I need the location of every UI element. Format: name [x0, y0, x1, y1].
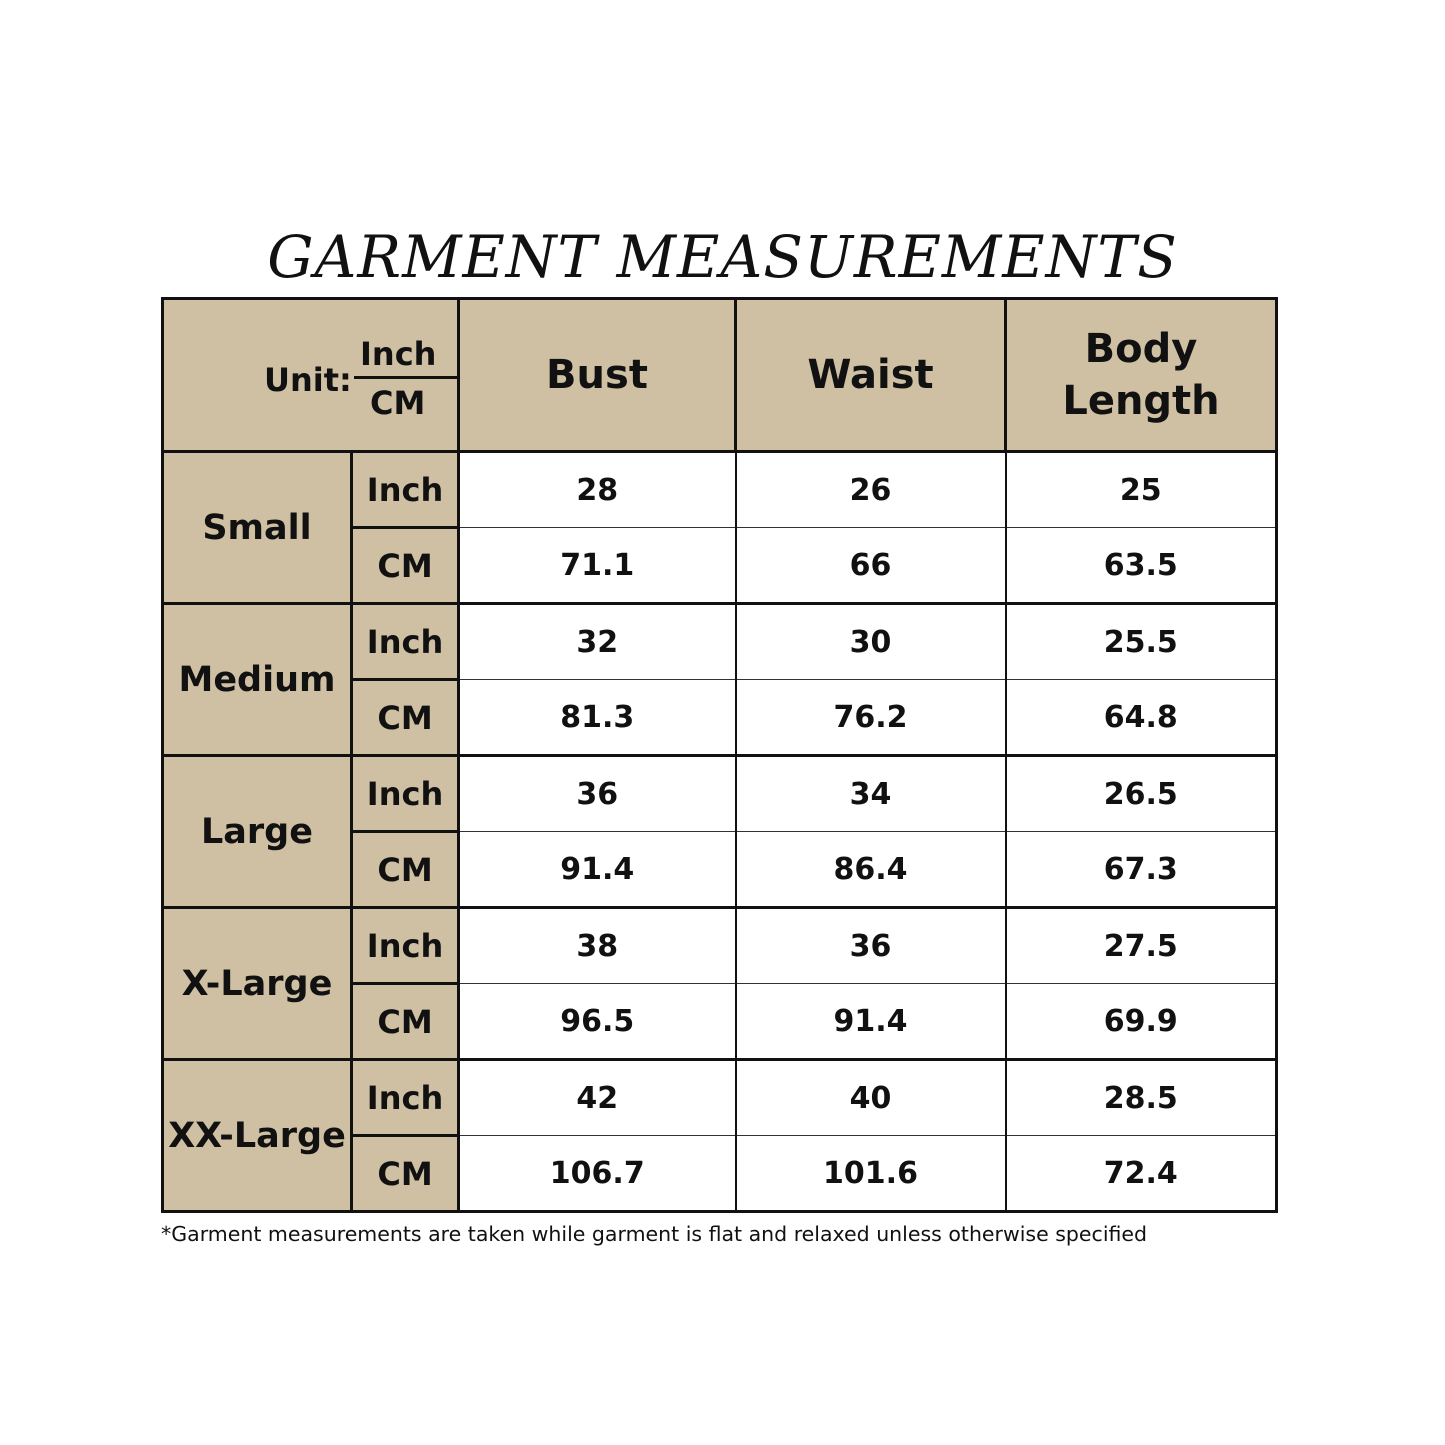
size-label: X-Large [163, 908, 352, 1060]
value-inch-waist: 30 [736, 604, 1006, 680]
unit-inch-cell: Inch [352, 756, 459, 832]
value-inch-bust: 32 [459, 604, 736, 680]
unit-cm-label: CM [370, 384, 426, 422]
size-label: Small [163, 452, 352, 604]
value-cm-body-length: 72.4 [1006, 1136, 1277, 1212]
size-label: XX-Large [163, 1060, 352, 1212]
value-inch-waist: 26 [736, 452, 1006, 528]
value-inch-bust: 38 [459, 908, 736, 984]
table-body [163, 452, 1277, 1212]
table-row [163, 452, 1277, 528]
unit-inch-cell: Inch [352, 604, 459, 680]
unit-inch-label: Inch [360, 335, 437, 373]
size-label: Medium [163, 604, 352, 756]
unit-inch-cell: Inch [352, 908, 459, 984]
value-inch-waist: 34 [736, 756, 1006, 832]
value-inch-waist: 36 [736, 908, 1006, 984]
value-inch-body-length: 25.5 [1006, 604, 1277, 680]
unit-divider [354, 376, 459, 379]
value-inch-bust: 42 [459, 1060, 736, 1136]
unit-label: Unit: [264, 361, 352, 399]
value-cm-bust: 81.3 [459, 680, 736, 756]
value-inch-bust: 28 [459, 452, 736, 528]
column-header-bust: Bust [459, 299, 736, 452]
value-inch-bust: 36 [459, 756, 736, 832]
value-inch-waist: 40 [736, 1060, 1006, 1136]
value-cm-waist: 66 [736, 528, 1006, 604]
value-cm-waist: 76.2 [736, 680, 1006, 756]
value-cm-body-length: 69.9 [1006, 984, 1277, 1060]
value-cm-body-length: 64.8 [1006, 680, 1277, 756]
value-cm-bust: 71.1 [459, 528, 736, 604]
value-cm-bust: 91.4 [459, 832, 736, 908]
value-cm-body-length: 63.5 [1006, 528, 1277, 604]
value-inch-body-length: 28.5 [1006, 1060, 1277, 1136]
table-header-row [163, 299, 1277, 452]
unit-header-cell [163, 299, 459, 452]
unit-inch-cell: Inch [352, 1060, 459, 1136]
value-inch-body-length: 26.5 [1006, 756, 1277, 832]
value-cm-body-length: 67.3 [1006, 832, 1277, 908]
footnote: *Garment measurements are taken while garment is flat and relaxed unless otherwise specified [161, 1222, 1148, 1246]
table-row [163, 1060, 1277, 1136]
value-inch-body-length: 27.5 [1006, 908, 1277, 984]
size-label: Large [163, 756, 352, 908]
column-header-body-length: Body Length [1006, 299, 1277, 452]
value-cm-bust: 96.5 [459, 984, 736, 1060]
unit-cm-cell: CM [352, 832, 459, 908]
page-title: GARMENT MEASUREMENTS [267, 223, 1178, 291]
table-row [163, 908, 1277, 984]
unit-cm-cell: CM [352, 984, 459, 1060]
table-row [163, 756, 1277, 832]
measurement-table [161, 297, 1278, 1213]
value-cm-waist: 86.4 [736, 832, 1006, 908]
unit-cm-cell: CM [352, 528, 459, 604]
column-header-waist: Waist [736, 299, 1006, 452]
unit-inch-cell: Inch [352, 452, 459, 528]
value-inch-body-length: 25 [1006, 452, 1277, 528]
value-cm-waist: 91.4 [736, 984, 1006, 1060]
value-cm-bust: 106.7 [459, 1136, 736, 1212]
unit-cm-cell: CM [352, 1136, 459, 1212]
table-row [163, 604, 1277, 680]
value-cm-waist: 101.6 [736, 1136, 1006, 1212]
unit-cm-cell: CM [352, 680, 459, 756]
